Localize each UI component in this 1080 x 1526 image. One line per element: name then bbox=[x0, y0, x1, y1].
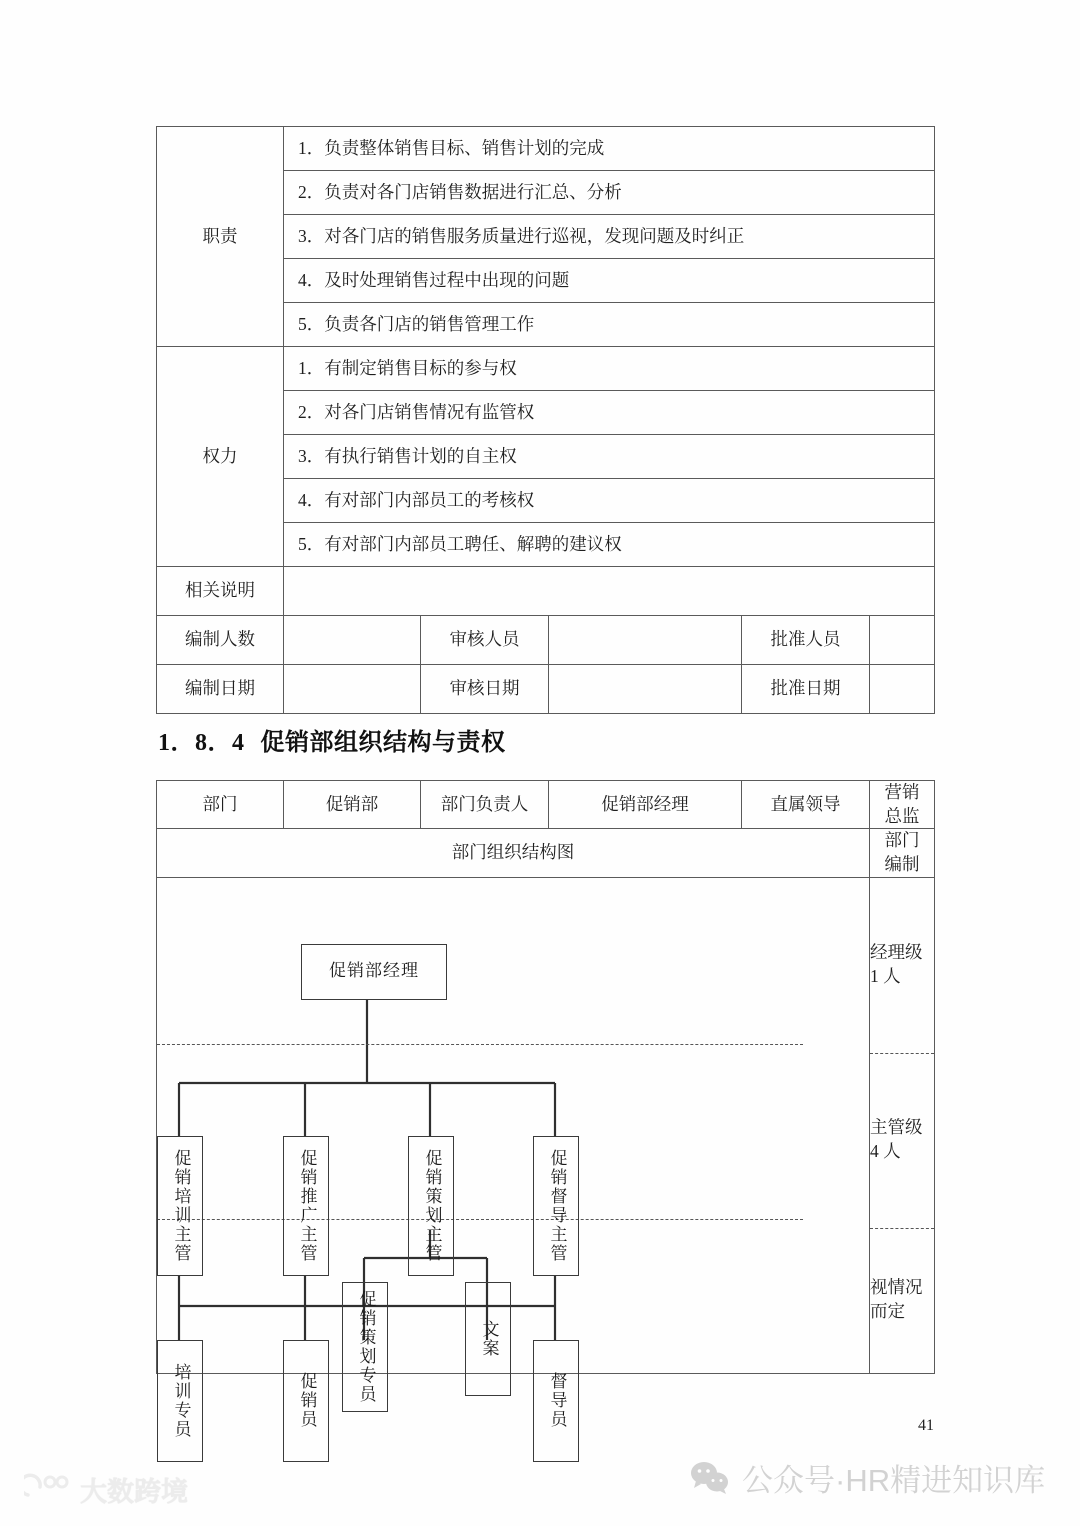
authority-label: 权力 bbox=[157, 347, 284, 567]
dept-value: 促销部 bbox=[284, 781, 421, 829]
notes-value[interactable] bbox=[284, 567, 935, 616]
authority-item: 1．有制定销售目标的参与权 bbox=[284, 347, 935, 391]
dept-head-label: 部门负责人 bbox=[421, 781, 549, 829]
dept-label: 部门 bbox=[157, 781, 284, 829]
authority-item: 5．有对部门内部员工聘任、解聘的建议权 bbox=[284, 523, 935, 567]
table-row bbox=[157, 616, 935, 665]
duties-label: 职责 bbox=[157, 127, 284, 347]
table-row bbox=[157, 829, 935, 877]
section-number: 1．8．4 bbox=[158, 730, 245, 756]
prepared-date-label: 编制日期 bbox=[157, 665, 284, 714]
org-node-supervisor: 促销推广主管 bbox=[283, 1136, 329, 1276]
staffing-band-supervisor: 主管级 4 人 bbox=[870, 1117, 923, 1161]
staffing-title: 部门编制 bbox=[870, 829, 935, 877]
dept-head-value: 促销部经理 bbox=[549, 781, 742, 829]
chart-title: 部门组织结构图 bbox=[157, 829, 870, 877]
corner-watermark-text: 大数跨境 bbox=[80, 1477, 188, 1507]
staffing-bands bbox=[870, 878, 934, 1373]
table-row bbox=[157, 665, 935, 714]
section-title: 促销部组织结构与责权 bbox=[260, 729, 506, 756]
chart-band-divider-1 bbox=[157, 1044, 803, 1045]
org-node-staff: 培训专员 bbox=[157, 1340, 203, 1462]
staffing-band-manager: 经理级 1 人 bbox=[870, 942, 923, 986]
staffing-band-staff: 视情况而定 bbox=[870, 1277, 923, 1321]
org-chart bbox=[157, 878, 869, 1439]
review-date-value[interactable] bbox=[549, 665, 742, 714]
approve-date-value[interactable] bbox=[870, 665, 935, 714]
duty-item: 3．对各门店的销售服务质量进行巡视，发现问题及时纠正 bbox=[284, 215, 935, 259]
duty-item: 5．负责各门店的销售管理工作 bbox=[284, 303, 935, 347]
footer-watermark bbox=[690, 1455, 1045, 1500]
table-row bbox=[157, 347, 935, 391]
org-node-manager: 促销部经理 bbox=[301, 944, 447, 1000]
duty-item: 4．及时处理销售过程中出现的问题 bbox=[284, 259, 935, 303]
org-node-supervisor: 促销策划主管 bbox=[408, 1136, 454, 1276]
org-chart-cell bbox=[157, 877, 870, 1439]
table-row bbox=[157, 567, 935, 616]
headcount-value[interactable] bbox=[284, 616, 421, 665]
wechat-icon bbox=[690, 1461, 730, 1495]
approver-value[interactable] bbox=[870, 616, 935, 665]
org-node-supervisor: 促销培训主管 bbox=[157, 1136, 203, 1276]
page-number: 41 bbox=[918, 1417, 934, 1434]
direct-leader-label: 直属领导 bbox=[742, 781, 870, 829]
approver-label: 批准人员 bbox=[742, 616, 870, 665]
org-node-supervisor: 促销督导主管 bbox=[533, 1136, 579, 1276]
org-node-staff: 文案 bbox=[465, 1282, 511, 1396]
headcount-label: 编制人数 bbox=[157, 616, 284, 665]
table-row bbox=[157, 877, 935, 1373]
section-heading bbox=[158, 722, 506, 757]
corner-watermark bbox=[24, 1470, 188, 1509]
reviewer-value[interactable] bbox=[549, 616, 742, 665]
chart-band-divider-2 bbox=[157, 1219, 803, 1220]
staffing-cell bbox=[870, 877, 935, 1373]
duty-item: 2．负责对各门店销售数据进行汇总、分析 bbox=[284, 171, 935, 215]
brand-logo-icon bbox=[24, 1473, 72, 1507]
org-node-staff: 促销员 bbox=[283, 1340, 329, 1462]
footer-watermark-text: 公众号·HR精进知识库 bbox=[742, 1463, 1046, 1498]
table-row bbox=[157, 127, 935, 171]
notes-label: 相关说明 bbox=[157, 567, 284, 616]
duty-item: 1．负责整体销售目标、销售计划的完成 bbox=[284, 127, 935, 171]
prepared-date-value[interactable] bbox=[284, 665, 421, 714]
org-node-staff: 促销策划专员 bbox=[342, 1282, 388, 1412]
table-row bbox=[157, 781, 935, 829]
authority-item: 4．有对部门内部员工的考核权 bbox=[284, 479, 935, 523]
direct-leader-value: 营销总监 bbox=[870, 781, 935, 829]
reviewer-label: 审核人员 bbox=[421, 616, 549, 665]
approve-date-label: 批准日期 bbox=[742, 665, 870, 714]
review-date-label: 审核日期 bbox=[421, 665, 549, 714]
authority-item: 2．对各门店销售情况有监管权 bbox=[284, 391, 935, 435]
org-node-staff: 督导员 bbox=[533, 1340, 579, 1462]
job-description-table bbox=[156, 126, 935, 714]
authority-item: 3．有执行销售计划的自主权 bbox=[284, 435, 935, 479]
